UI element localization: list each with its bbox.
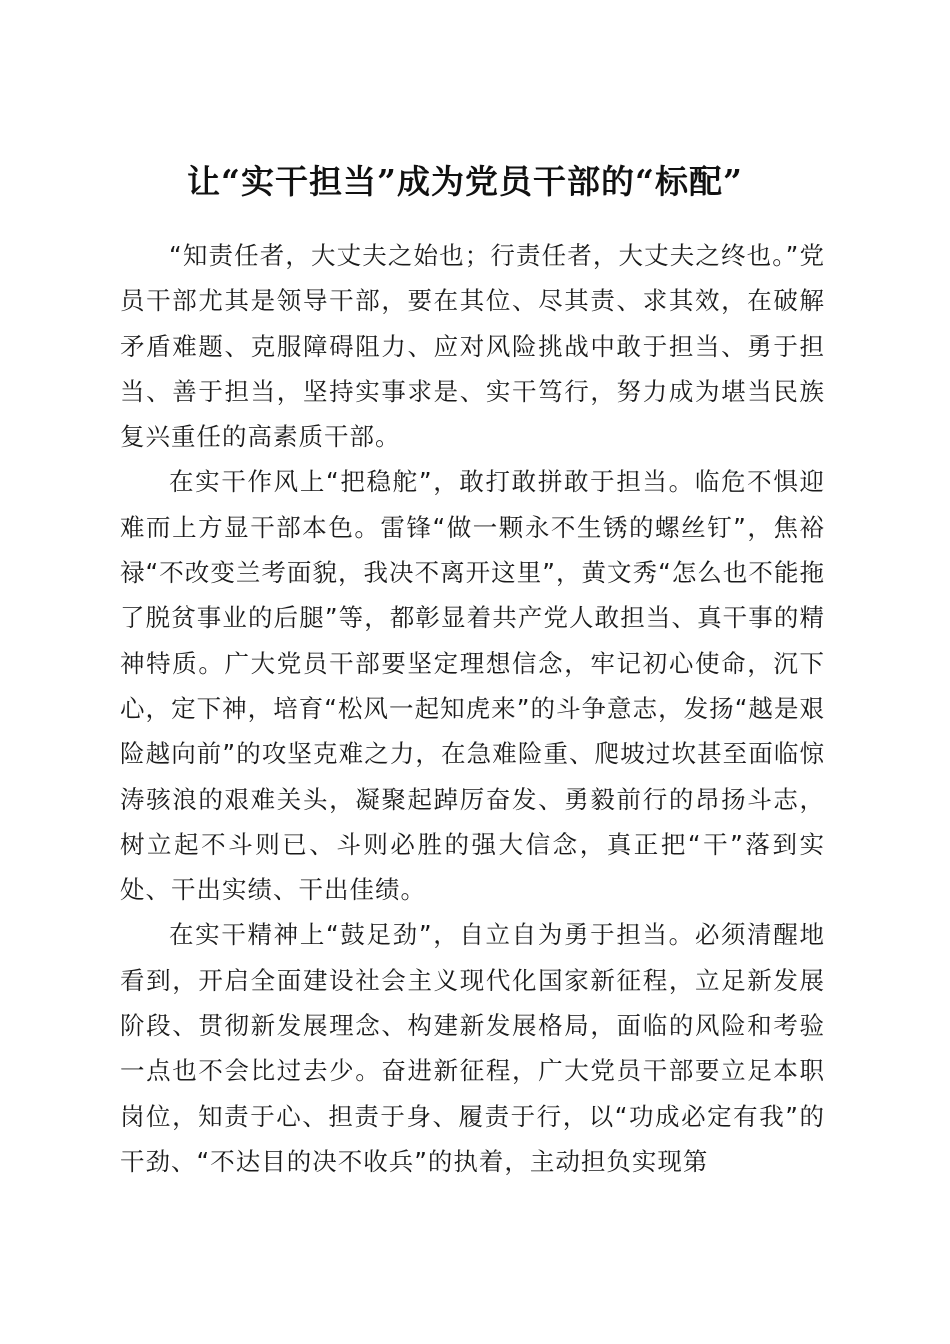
paragraph-1: “知责任者，大丈夫之始也；行责任者，大丈夫之终也。”党员干部尤其是领导干部，要在其位、尽其责、求其效，在破解矛盾难题、克服障碍阻力、应对风险挑战中敢于担当、勇于担当、善于担当，坚持实事求是、实干笃行，努力成为堪当民族复兴重任的高素质干部。 xyxy=(120,241,825,452)
paragraph-3: 在实干精神上“鼓足劲”，自立自为勇于担当。必须清醒地看到，开启全面建设社会主义现代化国家新征程，立足新发展阶段、贯彻新发展理念、构建新发展格局，面临的风险和考验一点也不会比过去少。奋进新征程，广大党员干部要立足本职岗位，知责于心、担责于身、履责于行，以“功成必定有我”的干劲、“不达目的决不收兵”的执着，主动担负实现第 xyxy=(120,920,825,1176)
document-title: 让“实干担当”成为党员干部的“标配” xyxy=(187,162,743,202)
paragraph-2: 在实干作风上“把稳舵”，敢打敢拼敢于担当。临危不惧迎难而上方显干部本色。雷锋“做一颗永不生锈的螺丝钉”，焦裕禄“不改变兰考面貌，我决不离开这里”，黄文秀“怎么也不能拖了脱贫事业的后腿”等，都彰显着共产党人敢担当、真干事的精神特质。广大党员干部要坚定理想信念，牢记初心使命，沉下心，定下神，培育“松风一起知虎来”的斗争意志，发扬“越是艰险越向前”的攻坚克难之力，在急难险重、爬坡过坎甚至面临惊涛骇浪的艰难关头，凝聚起踔厉奋发、勇毅前行的昂扬斗志，树立起不斗则已、斗则必胜的强大信念，真正把“干”落到实处、干出实绩、干出佳绩。 xyxy=(120,467,825,905)
document-body xyxy=(120,233,825,1184)
